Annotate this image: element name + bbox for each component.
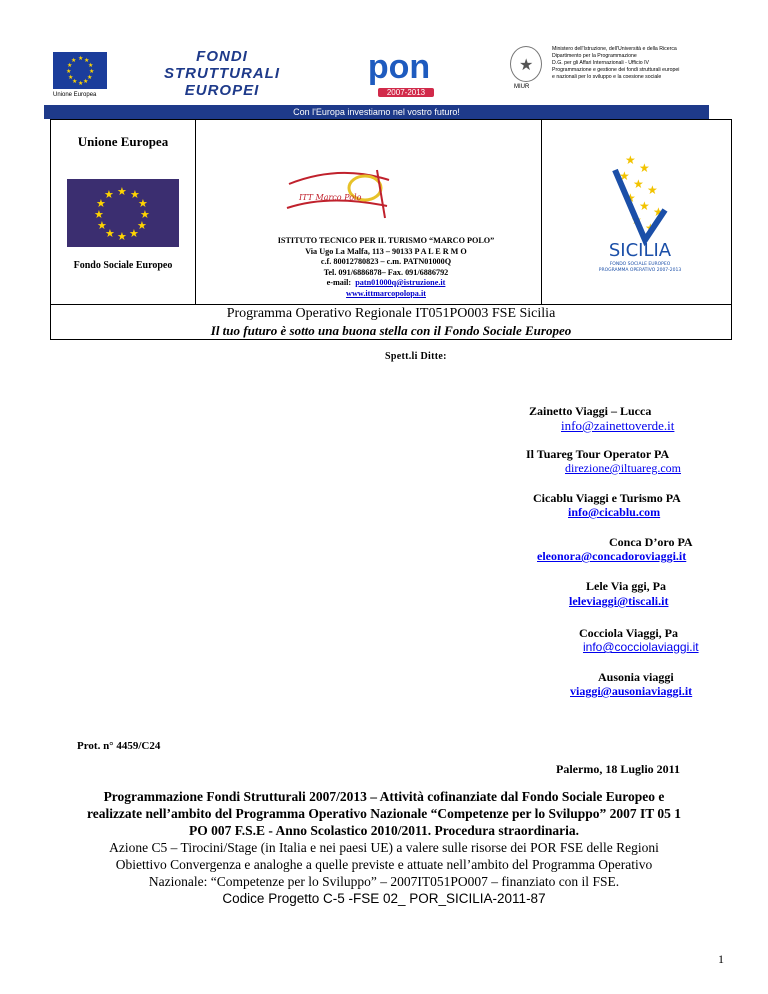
unione-europea-title: Unione Europea [77,134,169,149]
svg-text:★: ★ [94,208,104,221]
sicilia-fse-logo [585,150,695,276]
pon-wordmark: pon [367,48,431,86]
school-phone: Tel. 091/6886878– Fax. 091/6886792 [323,267,449,277]
sicilia-wordmark: SICILIA [608,240,672,261]
svg-text:★: ★ [84,57,90,64]
eu-flag-icon [53,52,107,89]
subject-line: realizzate nell’ambito del Programma Operativo Nazionale “Competenze per lo Sviluppo” 2007 IT 05 1 [86,806,682,821]
program-title: Programma Operativo Regionale IT051PO003 FSE Sicilia [226,306,556,321]
subject-line: Azione C5 – Tirocini/Stage (in Italia e nei paesi UE) a valere sulle risorse dei POR FSE delle Regioni [109,840,659,855]
slogan-bar: Con l'Europa investiamo nel vostro futuro! [44,105,709,119]
recipient-email-link[interactable]: info@zainettoverde.it [561,418,675,433]
svg-text:★: ★ [639,199,650,213]
svg-text:★: ★ [140,208,150,221]
subject-line: PO 007 F.S.E - Anno Scolastico 2010/2011. Procedura straordinaria. [188,823,579,838]
recipient-name: Cocciola Viaggi, Pa [579,626,678,640]
school-name: ISTITUTO TECNICO PER IL TURISMO “MARCO POLO” [277,236,495,245]
italian-republic-emblem-icon [510,46,542,82]
recipient-name: Ausonia viaggi [598,670,674,684]
email-label: e-mail: [326,278,352,287]
svg-text:★: ★ [117,185,127,198]
program-subtitle: Il tuo futuro è sotto una buona stella con il Fondo Sociale Europeo [210,323,572,338]
svg-text:★: ★ [89,68,95,75]
recipient-name: Zainetto Viaggi – Lucca [529,404,652,418]
miur-department-text [552,46,712,81]
letterhead-table [50,119,732,340]
miur-line: Programmazione e gestione dei fondi strutturali europei [552,67,680,73]
sicilia-sub1: FONDO SOCIALE EUROPEO [609,262,671,267]
school-logo [269,164,409,226]
recipient-email-link[interactable]: viaggi@ausoniaviaggi.it [570,684,693,698]
svg-text:★: ★ [78,80,84,87]
eu-caption: Unione Europea [53,92,97,98]
svg-text:★: ★ [87,74,93,81]
svg-text:★: ★ [138,197,148,210]
miur-caption: MIUR [514,84,530,90]
school-info [221,236,551,299]
svg-text:★: ★ [72,78,78,85]
svg-text:★: ★ [71,57,77,64]
school-email-link[interactable]: patn01000q@istruzione.it [355,278,446,287]
recipient-email-link[interactable]: info@cocciolaviaggi.it [583,640,699,654]
subject-line: Obiettivo Convergenza e analoghe a quelle previste e attuate nell’ambito del Programma Operativo [115,857,653,872]
pon-logo [344,48,454,100]
svg-text:★: ★ [631,213,642,227]
subject-line: Nazionale: “Competenze per lo Sviluppo” – 2007IT051PO007 – finanziato con il FSE. [148,874,620,889]
svg-text:★: ★ [519,55,534,74]
svg-text:★: ★ [66,68,72,75]
miur-line: Dipartimento per la Programmazione [552,53,637,59]
miur-line: e nazionali per lo sviluppo e la coesione sociale [552,74,662,80]
fondi-strutturali-logo: FONDI STRUTTURALI EUROPEI [164,48,280,99]
fondo-sociale-caption: Fondo Sociale Europeo [73,260,173,271]
letter-subject [0,788,768,907]
top-banner [44,42,709,130]
svg-text:★: ★ [619,169,630,183]
svg-text:★: ★ [83,78,89,85]
svg-text:★: ★ [68,74,74,81]
recipient-email-link[interactable]: eleonora@concadoroviaggi.it [537,549,687,563]
svg-text:★: ★ [130,188,140,201]
svg-text:★: ★ [639,161,650,175]
row-divider [51,304,731,305]
school-email-line [221,278,551,289]
page-number: 1 [718,952,724,966]
svg-text:★: ★ [137,219,147,232]
svg-text:★: ★ [625,191,636,205]
school-codes: c.f. 80012780823 – c.m. PATN01000Q [320,257,452,266]
miur-line: Ministero dell'Istruzione, dell'Università e della Ricerca [552,46,677,52]
svg-text:★: ★ [96,197,106,210]
recipient-email-link[interactable]: leleviaggi@tiscali.it [569,594,669,608]
miur-line: D.G. per gli Affari Internazionali - Ufficio IV [552,60,649,66]
sicilia-sub2: PROGRAMMA OPERATIVO 2007-2013 [598,268,682,273]
school-website-link[interactable]: www.ittmarcopolopa.it [346,288,426,298]
svg-text:★: ★ [105,227,115,240]
recipient-name: Cicablu Viaggi e Turismo PA [533,491,681,505]
recipient-email-link[interactable]: info@cicablu.com [568,505,661,519]
recipients-heading: Spett.li Ditte: [385,351,447,362]
svg-text:★: ★ [633,177,644,191]
svg-text:★: ★ [78,55,84,62]
svg-text:★: ★ [97,219,107,232]
svg-text:★: ★ [653,205,664,219]
recipient-email-link[interactable]: direzione@iltuareg.com [565,461,682,475]
project-code: Codice Progetto C-5 -FSE 02_ POR_SICILIA-2011-87 [222,891,546,906]
protocol-number: Prot. n° 4459/C24 [77,740,161,752]
svg-text:★: ★ [104,188,114,201]
subject-line: Programmazione Fondi Strutturali 2007/2013 – Attività cofinanziate dal Fondo Sociale Europeo e [103,789,665,804]
recipient-name: Conca D’oro PA [609,535,693,549]
svg-text:★: ★ [117,230,127,243]
letter-date: Palermo, 18 Luglio 2011 [556,762,680,776]
recipient-name: Lele Via ggi, Pa [586,579,666,593]
column-divider [195,120,196,304]
school-logo-text: ITT Marco Polo [299,193,362,202]
svg-text:★: ★ [67,62,73,69]
svg-text:★: ★ [88,62,94,69]
pon-years: 2007-2013 [378,88,434,97]
svg-text:★: ★ [625,153,636,167]
svg-text:★: ★ [647,183,658,197]
recipient-name: Il Tuareg Tour Operator PA [526,447,670,461]
svg-text:★: ★ [645,221,656,235]
svg-text:★: ★ [129,227,139,240]
eu-flag-large-icon [67,179,179,247]
school-address: Via Ugo La Malfa, 113 – 90133 P A L E R M O [305,246,467,256]
